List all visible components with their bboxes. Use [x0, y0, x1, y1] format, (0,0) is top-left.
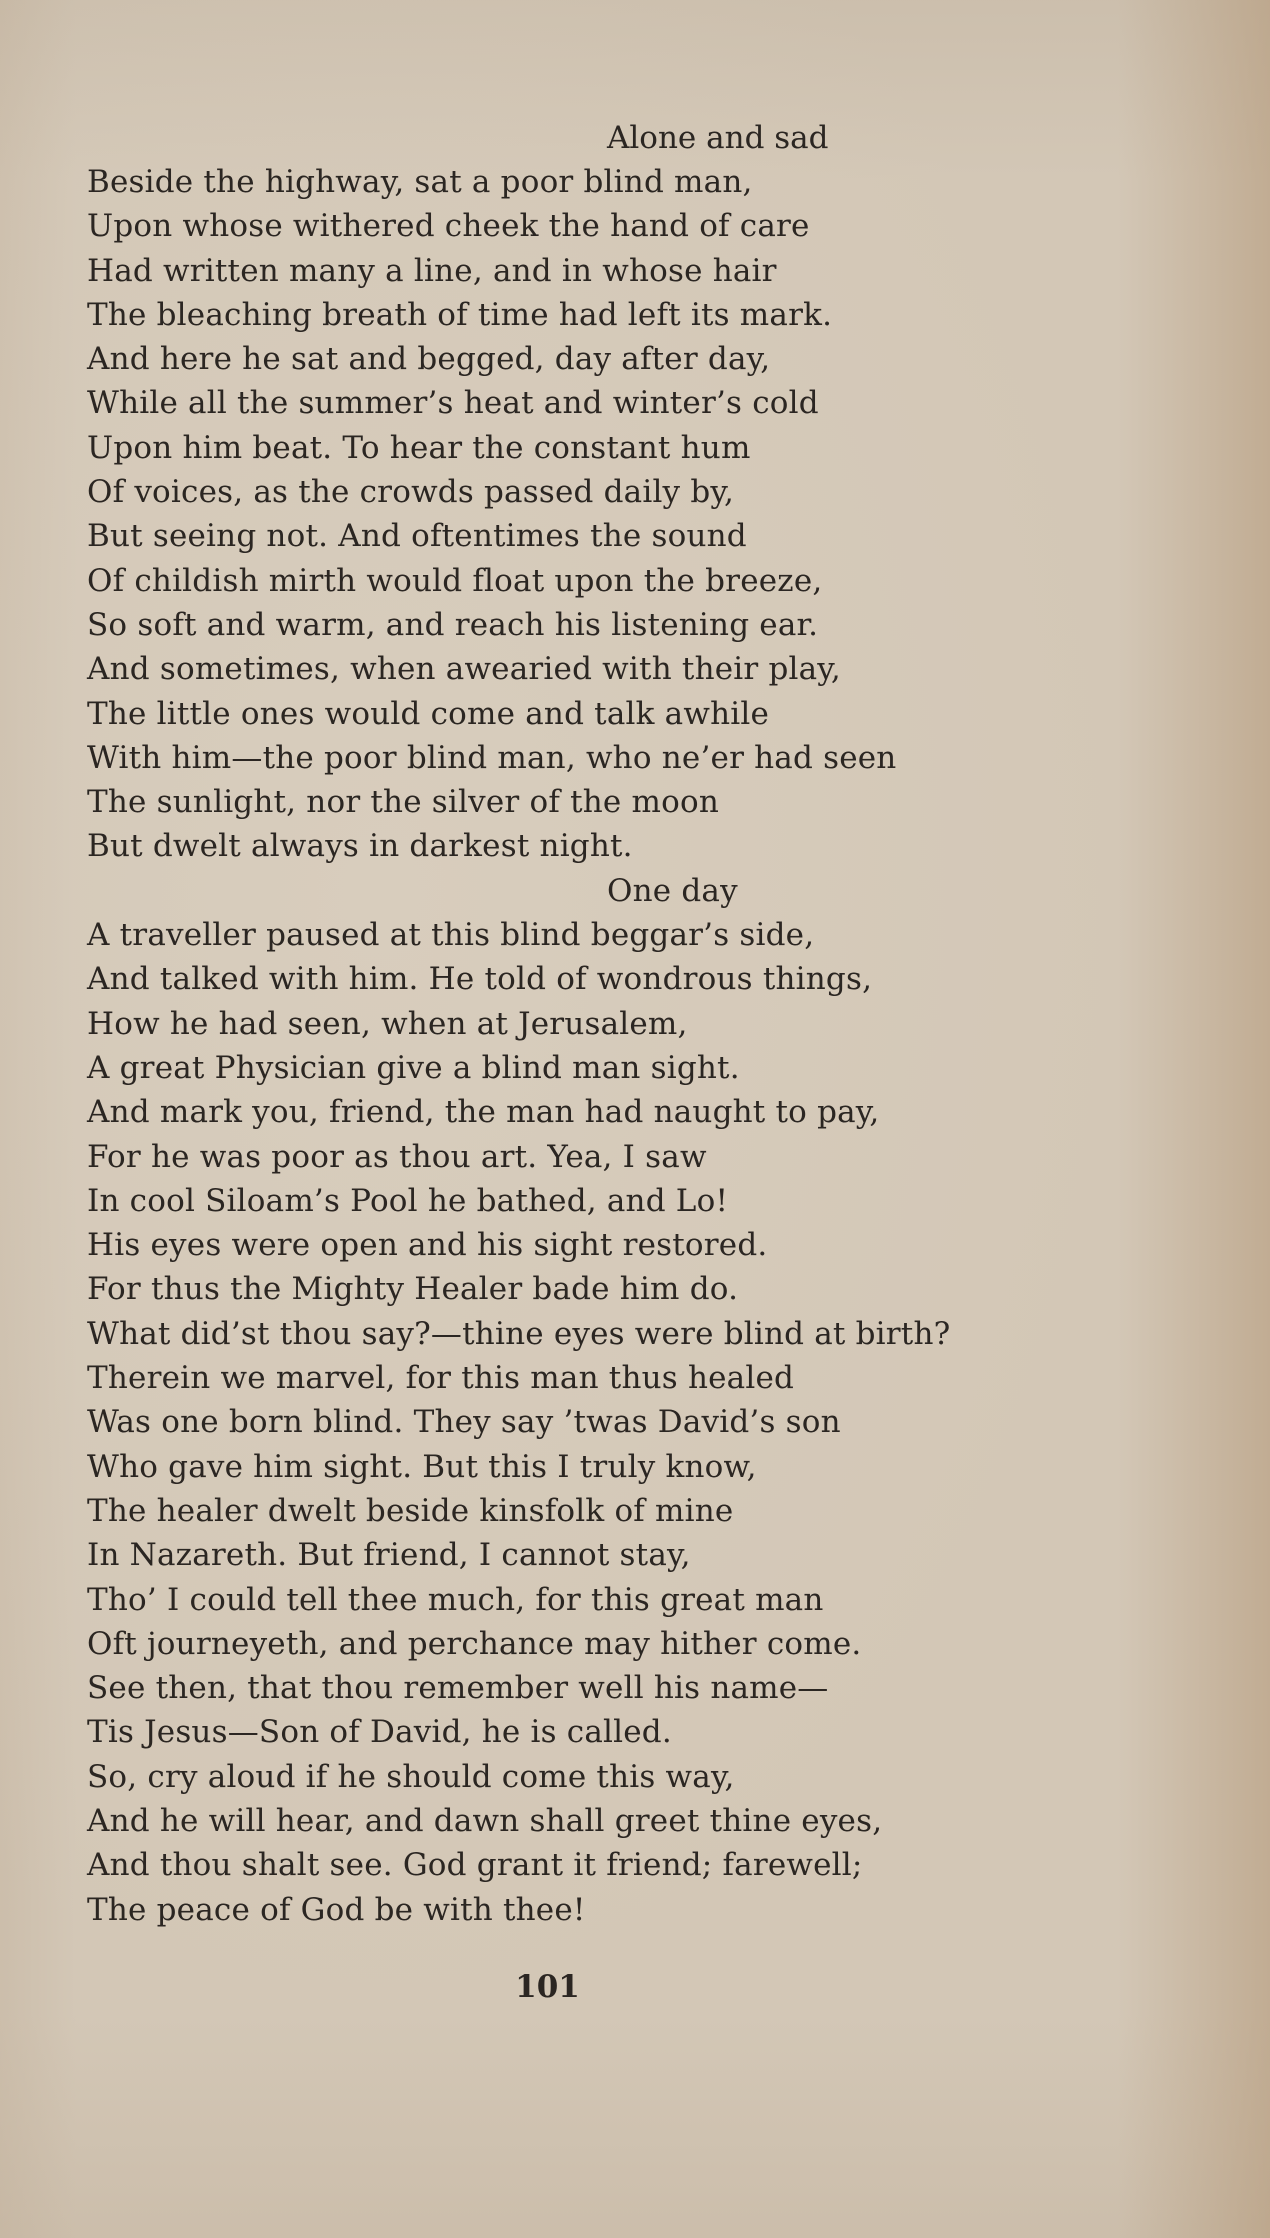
poem-line: So soft and warm, and reach his listening ear.: [87, 606, 819, 643]
poem-line: How he had seen, when at Jerusalem,: [87, 1005, 688, 1042]
poem-line: See then, that thou remember well his name—: [87, 1670, 829, 1707]
poem-line: The little ones would come and talk awhile: [87, 695, 770, 732]
poem-line: The peace of God be with thee!: [87, 1891, 586, 1928]
poem-line: Of childish mirth would float upon the breeze,: [87, 562, 823, 599]
poem-line: Beside the highway, sat a poor blind man,: [87, 164, 753, 200]
poem-line: For he was poor as thou art. Yea, I saw: [87, 1138, 707, 1175]
poem-line: In cool Siloam’s Pool he bathed, and Lo!: [87, 1182, 729, 1219]
poem-line: The healer dwelt beside kinsfolk of mine: [87, 1492, 734, 1529]
poem-line: And mark you, friend, the man had naught to pay,: [87, 1094, 880, 1131]
poem-body: [87, 160, 1207, 1932]
poem-line: And sometimes, when awearied with their play,: [87, 651, 841, 688]
poem-line: With him—the poor blind man, who ne’er had seen: [87, 739, 897, 776]
poem-line: And here he sat and begged, day after day,: [87, 341, 771, 378]
poem-line: Had written many a line, and in whose hair: [87, 252, 777, 289]
poem-line: Who gave him sight. But this I truly know,: [87, 1448, 757, 1485]
poem-line: Was one born blind. They say ’twas David’s son: [87, 1404, 841, 1441]
poem-line: But dwelt always in darkest night.: [87, 828, 633, 865]
poem-line: What did’st thou say?—thine eyes were blind at birth?: [87, 1315, 951, 1352]
poem-line: Tis Jesus—Son of David, he is called.: [87, 1714, 672, 1751]
poem-line: Upon whose withered cheek the hand of care: [87, 208, 810, 245]
poem-line: Therein we marvel, for this man thus healed: [87, 1360, 795, 1397]
poem-opening-line: Alone and sad: [607, 120, 829, 156]
poem-line: Of voices, as the crowds passed daily by,: [87, 474, 735, 511]
poem-line: So, cry aloud if he should come this way,: [87, 1758, 735, 1795]
poem-line: But seeing not. And oftentimes the sound: [87, 518, 747, 555]
poem-line: Upon him beat. To hear the constant hum: [87, 429, 751, 466]
poem-line: In Nazareth. But friend, I cannot stay,: [87, 1537, 691, 1574]
poem-line: And he will hear, and dawn shall greet thine eyes,: [87, 1802, 883, 1839]
poem-line: The sunlight, nor the silver of the moon: [87, 784, 719, 821]
poem-line: Tho’ I could tell thee much, for this great man: [87, 1581, 824, 1618]
poem-indented-line: One day: [607, 872, 738, 909]
poem-line: The bleaching breath of time had left its mark.: [87, 296, 833, 333]
poem-line: And thou shalt see. God grant it friend; farewell;: [87, 1847, 863, 1884]
poem-line: A traveller paused at this blind beggar’s side,: [87, 917, 815, 954]
poem-line: For thus the Mighty Healer bade him do.: [87, 1271, 739, 1308]
poem-line: His eyes were open and his sight restored.: [87, 1227, 768, 1264]
poem-line: A great Physician give a blind man sight.: [87, 1049, 740, 1086]
poem-line: And talked with him. He told of wondrous things,: [87, 961, 873, 998]
poem-line: Oft journeyeth, and perchance may hither come.: [87, 1625, 862, 1662]
poem-line: While all the summer’s heat and winter’s cold: [87, 385, 819, 422]
page-number: 101: [515, 1969, 580, 2005]
